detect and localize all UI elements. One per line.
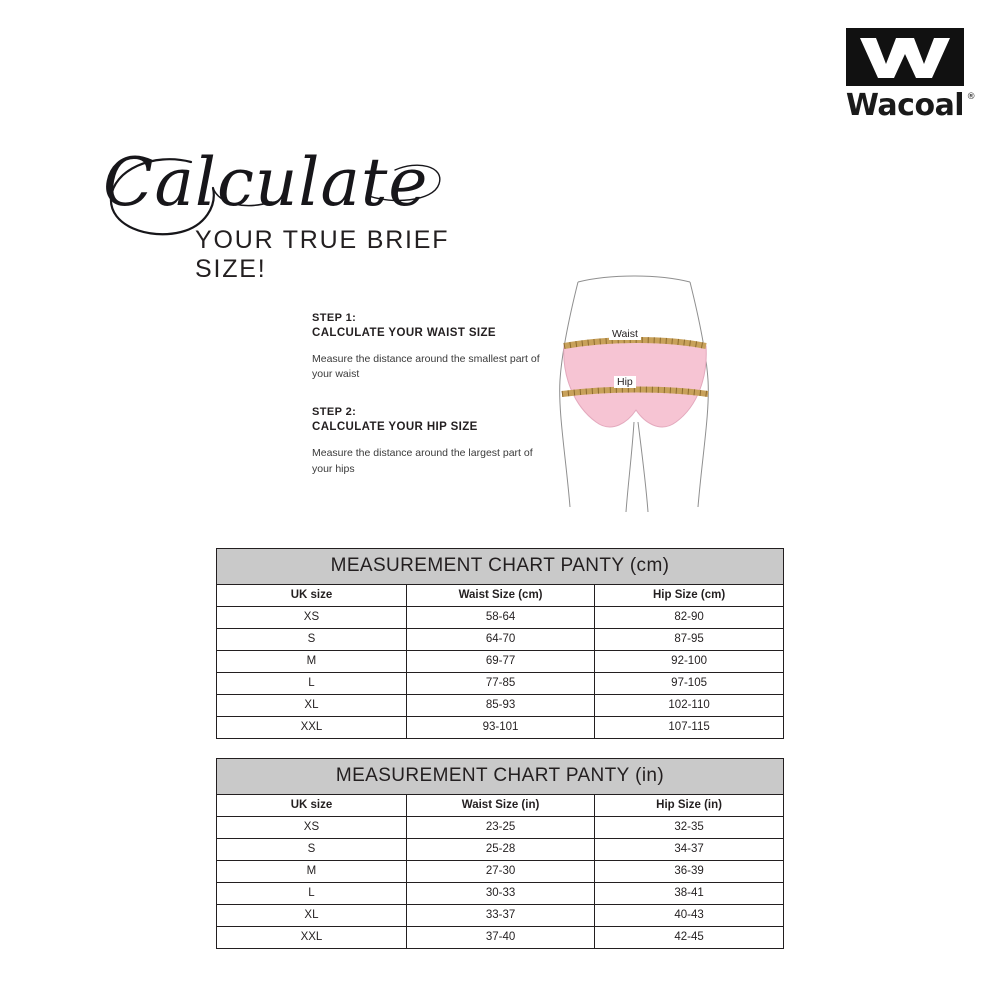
step-2-description: Measure the distance around the largest part of your hips — [312, 447, 533, 475]
cell-hip: 82-90 — [595, 607, 784, 629]
table-in-title: MEASUREMENT CHART PANTY (in) — [216, 758, 784, 794]
table-row — [217, 861, 784, 883]
cell-hip: 107-115 — [595, 717, 784, 739]
cell-hip: 42-45 — [595, 927, 784, 949]
table-cm-title: MEASUREMENT CHART PANTY (cm) — [216, 548, 784, 584]
body-measurement-illustration — [540, 272, 760, 517]
cell-hip: 97-105 — [595, 673, 784, 695]
col-header-waist: Waist Size (in) — [406, 795, 594, 817]
step-1-description: Measure the distance around the smallest part of your waist — [312, 353, 540, 381]
col-header-hip: Hip Size (in) — [595, 795, 784, 817]
hip-label: Hip — [614, 376, 636, 388]
steps-section — [312, 312, 562, 477]
step-1-number: STEP 1: — [312, 312, 357, 324]
cell-size: M — [217, 651, 407, 673]
cell-waist: 37-40 — [406, 927, 594, 949]
measurement-table-cm — [216, 548, 784, 739]
headline-subtitle: YOUR TRUE BRIEF SIZE! — [195, 226, 450, 283]
table-row — [217, 629, 784, 651]
table-row — [217, 695, 784, 717]
cell-waist: 33-37 — [406, 905, 594, 927]
script-flourish-decoration — [95, 144, 515, 254]
cell-waist: 30-33 — [406, 883, 594, 905]
cell-waist: 23-25 — [406, 817, 594, 839]
table-cm — [216, 584, 784, 739]
cell-hip: 40-43 — [595, 905, 784, 927]
cell-waist: 85-93 — [406, 695, 594, 717]
cell-waist: 58-64 — [406, 607, 594, 629]
cell-size: XS — [217, 817, 407, 839]
table-header-row — [217, 585, 784, 607]
table-row — [217, 651, 784, 673]
brand-wordmark — [845, 88, 976, 123]
col-header-waist: Waist Size (cm) — [406, 585, 594, 607]
cell-size: L — [217, 883, 407, 905]
step-2 — [312, 406, 562, 476]
cell-size: L — [217, 673, 407, 695]
cell-hip: 87-95 — [595, 629, 784, 651]
table-row — [217, 839, 784, 861]
brand-name: Wacoal — [845, 88, 965, 123]
cell-size: M — [217, 861, 407, 883]
cell-size: S — [217, 629, 407, 651]
table-row — [217, 927, 784, 949]
waist-label: Waist — [609, 328, 641, 340]
table-row — [217, 905, 784, 927]
table-row — [217, 673, 784, 695]
step-2-title: CALCULATE YOUR HIP SIZE — [312, 421, 478, 434]
step-1-title: CALCULATE YOUR WAIST SIZE — [312, 327, 496, 339]
table-row — [217, 883, 784, 905]
step-1 — [312, 312, 562, 382]
wacoal-w-logo-icon — [846, 28, 964, 86]
cell-hip: 38-41 — [595, 883, 784, 905]
cell-waist: 27-30 — [406, 861, 594, 883]
cell-waist: 93-101 — [406, 717, 594, 739]
registered-mark: ® — [966, 92, 976, 102]
cell-waist: 25-28 — [406, 839, 594, 861]
cell-hip: 34-37 — [595, 839, 784, 861]
cell-size: XL — [217, 905, 407, 927]
cell-hip: 32-35 — [595, 817, 784, 839]
cell-size: XL — [217, 695, 407, 717]
page-title — [95, 144, 525, 284]
cell-hip: 92-100 — [595, 651, 784, 673]
cell-waist: 69-77 — [406, 651, 594, 673]
brand-logo — [840, 28, 976, 123]
headline-script: Calculate — [103, 144, 429, 221]
cell-waist: 64-70 — [406, 629, 594, 651]
col-header-hip: Hip Size (cm) — [595, 585, 784, 607]
measurement-table-in — [216, 758, 784, 949]
cell-size: XXL — [217, 717, 407, 739]
cell-size: XS — [217, 607, 407, 629]
table-header-row — [217, 795, 784, 817]
table-row — [217, 607, 784, 629]
cell-hip: 36-39 — [595, 861, 784, 883]
cell-hip: 102-110 — [595, 695, 784, 717]
cell-waist: 77-85 — [406, 673, 594, 695]
cell-size: S — [217, 839, 407, 861]
col-header-uk-size: UK size — [217, 585, 407, 607]
cell-size: XXL — [217, 927, 407, 949]
step-2-number: STEP 2: — [312, 406, 357, 419]
col-header-uk-size: UK size — [217, 795, 407, 817]
table-in — [216, 794, 784, 949]
table-row — [217, 717, 784, 739]
table-row — [217, 817, 784, 839]
torso-panty-diagram-icon — [540, 272, 760, 517]
